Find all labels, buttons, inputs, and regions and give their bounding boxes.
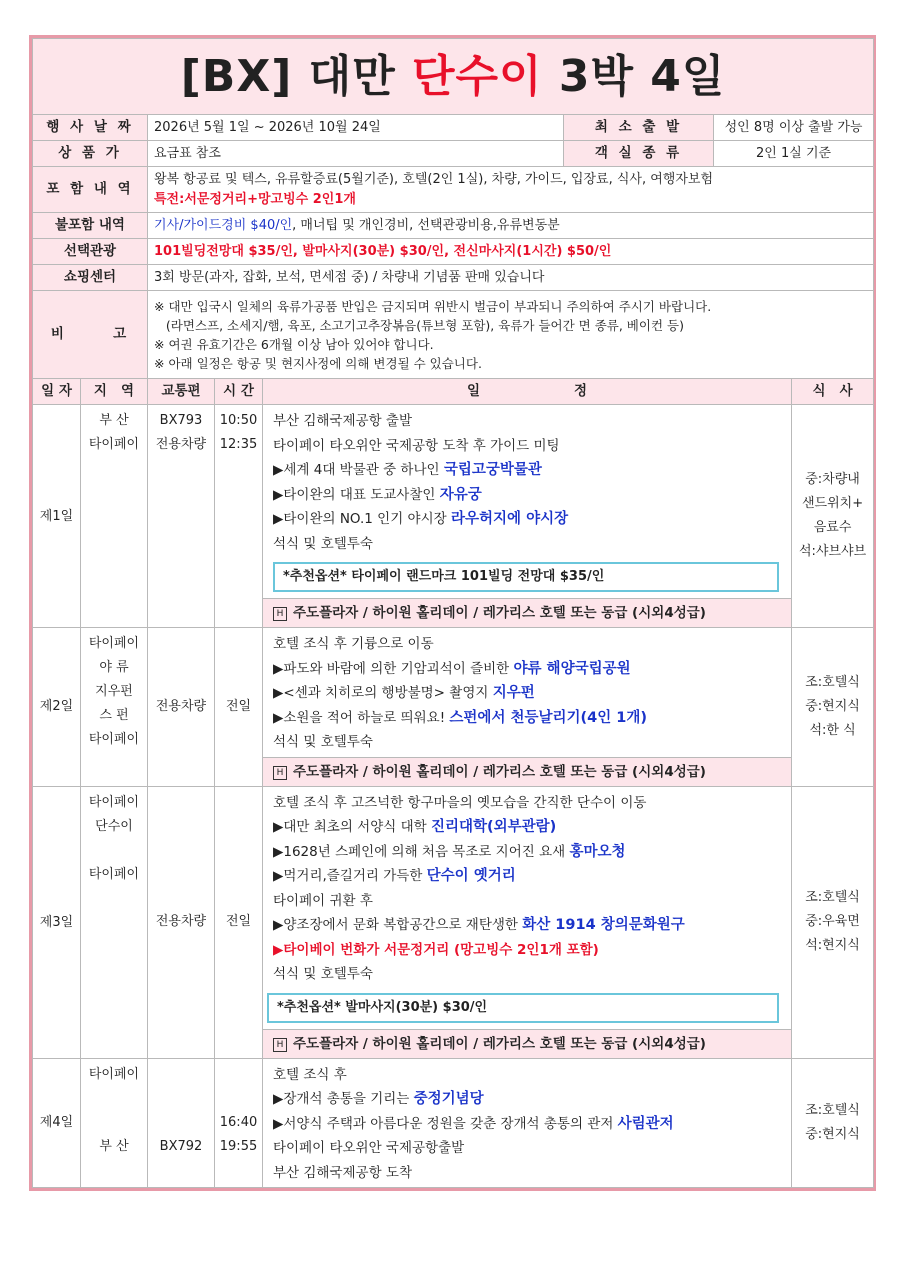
room-type-label: 객 실 종 류	[564, 141, 714, 167]
day-meal	[792, 1058, 874, 1188]
include-label: 포 함 내 역	[33, 167, 148, 213]
day-schedule	[263, 786, 792, 1058]
header-region: 지 역	[81, 379, 148, 405]
day-number: 제3일	[33, 786, 81, 1058]
schedule-line	[273, 840, 785, 865]
schedule-text: ▶양조장에서 문화 복합공간으로 재탄생한	[273, 917, 523, 933]
shopping-label: 쇼핑센터	[33, 265, 148, 291]
schedule-line	[273, 962, 785, 987]
shopping-value: 3회 방문(과자, 잡화, 보석, 면세점 중) / 차량내 기념품 판매 있습니다	[148, 265, 874, 291]
highlight-place: 홍마오청	[569, 843, 626, 860]
remark-line: (라면스프, 소세지/햄, 육포, 소고기고추장볶음(튜브형 포함), 육류가 들어간 면 종류, 베이컨 등)	[154, 317, 684, 333]
hotel-icon: H	[273, 607, 287, 621]
region-name: 스 펀	[99, 708, 129, 723]
schedule-line	[273, 706, 785, 731]
schedule-line	[273, 864, 785, 889]
schedule-text: ▶타이완의 대표 도교사찰인	[273, 486, 440, 503]
day-number: 제4일	[33, 1058, 81, 1188]
exclude-label: 불포함 내역	[33, 213, 148, 239]
schedule-line	[273, 1112, 785, 1137]
schedule-text: 석식 및 호텔투숙	[273, 535, 373, 552]
exclude-value: 기사/가이드경비 $40/인, 매너팁 및 개인경비, 선택관광비용,유류변동분	[148, 213, 874, 239]
schedule-text: ▶타이완의 NO.1 인기 야시장	[273, 511, 451, 527]
schedule-text: 부산 김해국제공항 출발	[273, 413, 412, 429]
highlight-place: 스펀에서 천등날리기(4인 1개)	[449, 709, 648, 726]
include-benefit: 특전:서문정거리+망고빙수 2인1개	[154, 191, 356, 207]
time-item	[215, 1063, 262, 1087]
header-meal: 식 사	[792, 379, 874, 405]
price-label: 상 품 가	[33, 141, 148, 167]
hotel-info	[263, 757, 791, 786]
schedule-lines	[263, 1059, 791, 1188]
schedule-line	[273, 1063, 785, 1088]
highlight-place: 야류 해양국립공원	[513, 660, 631, 677]
meal-item: 중:현지식	[805, 1126, 860, 1142]
meal-item: 조:호텔식	[805, 890, 860, 905]
hotel-info	[263, 598, 791, 627]
schedule-line	[273, 507, 785, 532]
day-schedule	[263, 628, 792, 787]
remarks-label: 비 고	[33, 291, 148, 379]
meal-item: 조:호텔식	[805, 674, 860, 690]
min-departure-label: 최 소 출 발	[564, 115, 714, 141]
day-meal	[792, 786, 874, 1058]
itinerary-sheet	[29, 35, 876, 1191]
schedule-line	[273, 409, 785, 434]
header-transport: 교통편	[148, 379, 215, 405]
region-name: 야 류	[99, 660, 129, 675]
transport-item: 전용차량	[155, 914, 207, 929]
schedule-text: 타이페이 타오위안 국제공항출발	[273, 1140, 465, 1156]
schedule-text: ▶대만 최초의 서양식 대학	[273, 819, 431, 835]
highlight-place: 진리대학(외부관람)	[430, 819, 557, 835]
meal-item: 조:호텔식	[805, 1102, 860, 1118]
highlight-red: ▶타이베이 번화가 서문정거리 (망고빙수 2인1개 포함)	[273, 941, 599, 958]
date-value: 2026년 5월 1일 ~ 2026년 10월 24일	[148, 115, 564, 141]
highlight-place: 지우펀	[492, 685, 535, 701]
hotel-text: 주도플라자 / 하이원 홀리데이 / 레가리스 호텔 또는 동급 (시외4성급)	[293, 763, 706, 780]
transport-item: BX793	[159, 413, 203, 428]
price-value: 요금표 참조	[148, 141, 564, 167]
day-schedule	[263, 405, 792, 628]
schedule-text: ▶파도와 바람에 의한 기암괴석이 즐비한	[273, 660, 514, 677]
schedule-line	[273, 791, 785, 816]
day-number: 제1일	[33, 405, 81, 628]
schedule-text: ▶장개석 총통을 기리는	[273, 1091, 414, 1107]
schedule-line	[273, 681, 785, 706]
header-time: 시 간	[215, 379, 263, 405]
day-transport	[148, 1058, 215, 1188]
region-name	[81, 1087, 147, 1111]
schedule-line	[273, 532, 785, 557]
time-item: 10:50	[219, 413, 258, 428]
day-transport	[148, 405, 215, 628]
day-row	[33, 628, 874, 787]
region-name	[81, 1111, 147, 1135]
hotel-icon: H	[273, 766, 287, 780]
remark-line: ※ 대만 입국시 일체의 육류가공품 반입은 금지되며 위반시 벌금이 부과되니 주의하여 주시기 바랍니다.	[154, 298, 712, 314]
schedule-text: 타이페이 귀환 후	[273, 892, 373, 909]
highlight-place: 화산 1914 창의문화원구	[522, 917, 685, 933]
meal-item: 중:우육면	[805, 914, 860, 929]
day-time	[215, 628, 263, 787]
day-meal	[792, 405, 874, 628]
day-transport	[148, 628, 215, 787]
hotel-info	[263, 1029, 791, 1058]
day-region	[81, 1058, 148, 1188]
schedule-line	[273, 483, 785, 508]
hotel-icon: H	[273, 1038, 287, 1052]
schedule-text: ▶세계 4대 박물관 중 하나인	[273, 462, 444, 478]
header-day: 일 자	[33, 379, 81, 405]
schedule-text: 호텔 조식 후 고즈넉한 항구마을의 옛모습을 간직한 단수이 이동	[273, 794, 647, 811]
schedule-line	[273, 889, 785, 914]
region-name: 타이페이	[88, 437, 140, 452]
region-name: 단수이	[95, 818, 133, 834]
day-time	[215, 786, 263, 1058]
page-title: [BX] 대만 단수이 3박 4일	[33, 39, 874, 115]
region-name: 타이페이	[88, 794, 140, 810]
day-time	[215, 1058, 263, 1188]
region-name	[81, 839, 147, 863]
highlight-place: 사림관저	[617, 1115, 674, 1132]
recommended-option: *추천옵션* 타이페이 랜드마크 101빌딩 전망대 $35/인	[273, 562, 779, 592]
guide-fee: 기사/가이드경비 $40/인	[154, 218, 293, 233]
schedule-text: ▶소원을 적어 하늘로 띄워요!	[273, 709, 450, 726]
spacer	[148, 1063, 214, 1087]
schedule-text: 석식 및 호텔투숙	[273, 734, 373, 750]
schedule-line	[273, 1087, 785, 1112]
time-item: 전일	[225, 914, 252, 929]
remark-line: ※ 아래 일정은 항공 및 현지사정에 의해 변경될 수 있습니다.	[154, 355, 482, 371]
transport-item: 전용차량	[155, 698, 207, 714]
time-item: 16:40	[219, 1114, 258, 1130]
schedule-text: 석식 및 호텔투숙	[273, 966, 373, 982]
time-item: 전일	[225, 698, 252, 714]
meal-item: 음료수	[813, 520, 852, 535]
schedule-lines	[263, 405, 791, 558]
recommended-option: *추천옵션* 발마사지(30분) $30/인	[267, 993, 779, 1023]
region-name: 부 산	[99, 1138, 129, 1154]
schedule-line	[273, 632, 785, 657]
hotel-text: 주도플라자 / 하이원 홀리데이 / 레가리스 호텔 또는 동급 (시외4성급)	[293, 605, 706, 621]
schedule-line	[273, 434, 785, 459]
date-label: 행 사 날 짜	[33, 115, 148, 141]
itinerary-days	[33, 405, 874, 1188]
meal-item: 샌드위치+	[801, 496, 864, 511]
schedule-text: 호텔 조식 후 기륭으로 이동	[273, 636, 434, 652]
remarks	[148, 291, 874, 379]
region-name: 부 산	[99, 413, 129, 428]
day-region	[81, 628, 148, 787]
day-row	[33, 786, 874, 1058]
schedule-text: 호텔 조식 후	[273, 1066, 347, 1083]
meal-item: 중:차량내	[805, 472, 860, 487]
schedule-line	[273, 815, 785, 840]
highlight-place: 중정기념당	[413, 1091, 484, 1107]
transport-item: BX792	[159, 1138, 203, 1154]
day-time	[215, 405, 263, 628]
highlight-place: 자유궁	[439, 486, 482, 503]
highlight-place: 국립고궁박물관	[443, 462, 542, 478]
room-type-value: 2인 1실 기준	[714, 141, 874, 167]
highlight-place: 라우허지에 야시장	[450, 511, 569, 527]
itinerary-table	[32, 38, 874, 1188]
schedule-text: ▶1628년 스페인에 의해 처음 목조로 지어진 요새	[273, 843, 570, 860]
schedule-line	[273, 1136, 785, 1161]
meal-item: 석:현지식	[805, 938, 860, 953]
schedule-text: 타이페이 타오위안 국제공항 도착 후 가이드 미팅	[273, 437, 560, 454]
day-row	[33, 405, 874, 628]
schedule-line	[273, 938, 785, 963]
transport-item	[148, 1087, 214, 1111]
optional-tour-value: 101빌딩전망대 $35/인, 발마사지(30분) $30/인, 전신마사지(1시간) $50/인	[148, 239, 874, 265]
region-name: 타이페이	[88, 866, 140, 882]
schedule-line	[273, 913, 785, 938]
header-schedule: 일 정	[263, 379, 792, 405]
schedule-text: ▶<센과 치히로의 행방불명> 촬영지	[273, 685, 493, 701]
day-transport	[148, 786, 215, 1058]
schedule-text: ▶서양식 주택과 아름다운 정원을 갖춘 장개석 총통의 관저	[273, 1115, 618, 1132]
day-region	[81, 786, 148, 1058]
highlight-place: 단수이 옛거리	[426, 868, 516, 884]
transport-item: 전용차량	[155, 437, 207, 452]
region-name: 타이페이	[88, 732, 140, 747]
time-item	[215, 1087, 262, 1111]
schedule-line	[273, 458, 785, 483]
hotel-text: 주도플라자 / 하이원 홀리데이 / 레가리스 호텔 또는 동급 (시외4성급)	[293, 1035, 706, 1052]
min-departure-value: 성인 8명 이상 출발 가능	[714, 115, 874, 141]
day-meal	[792, 628, 874, 787]
schedule-text: 부산 김해국제공항 도착	[273, 1164, 412, 1181]
schedule-line	[273, 1161, 785, 1186]
region-name: 타이페이	[88, 636, 140, 651]
day-row	[33, 1058, 874, 1188]
optional-tour-label: 선택관광	[33, 239, 148, 265]
schedule-text: ▶먹거리,즐길거리 가득한	[273, 868, 427, 884]
transport-item	[148, 1111, 214, 1135]
region-name: 타이페이	[88, 1066, 140, 1082]
meal-item: 중:현지식	[805, 698, 860, 714]
meal-item: 석:샤브샤브	[798, 544, 867, 559]
schedule-line	[273, 730, 785, 755]
remark-line: ※ 여권 유효기간은 6개월 이상 남아 있어야 합니다.	[154, 336, 434, 352]
day-number: 제2일	[33, 628, 81, 787]
include-value	[148, 167, 874, 213]
include-line: 왕복 항공료 및 텍스, 유류할증료(5월기준), 호텔(2인 1실), 차량, 가이드, 입장료, 식사, 여행자보험	[154, 171, 714, 187]
time-item: 19:55	[219, 1138, 258, 1154]
meal-item: 석:한 식	[809, 722, 856, 738]
schedule-lines	[263, 787, 791, 989]
day-region	[81, 405, 148, 628]
schedule-line	[273, 657, 785, 682]
region-name: 지우펀	[95, 684, 133, 699]
schedule-lines	[263, 628, 791, 757]
day-schedule	[263, 1058, 792, 1188]
time-item: 12:35	[219, 437, 258, 452]
